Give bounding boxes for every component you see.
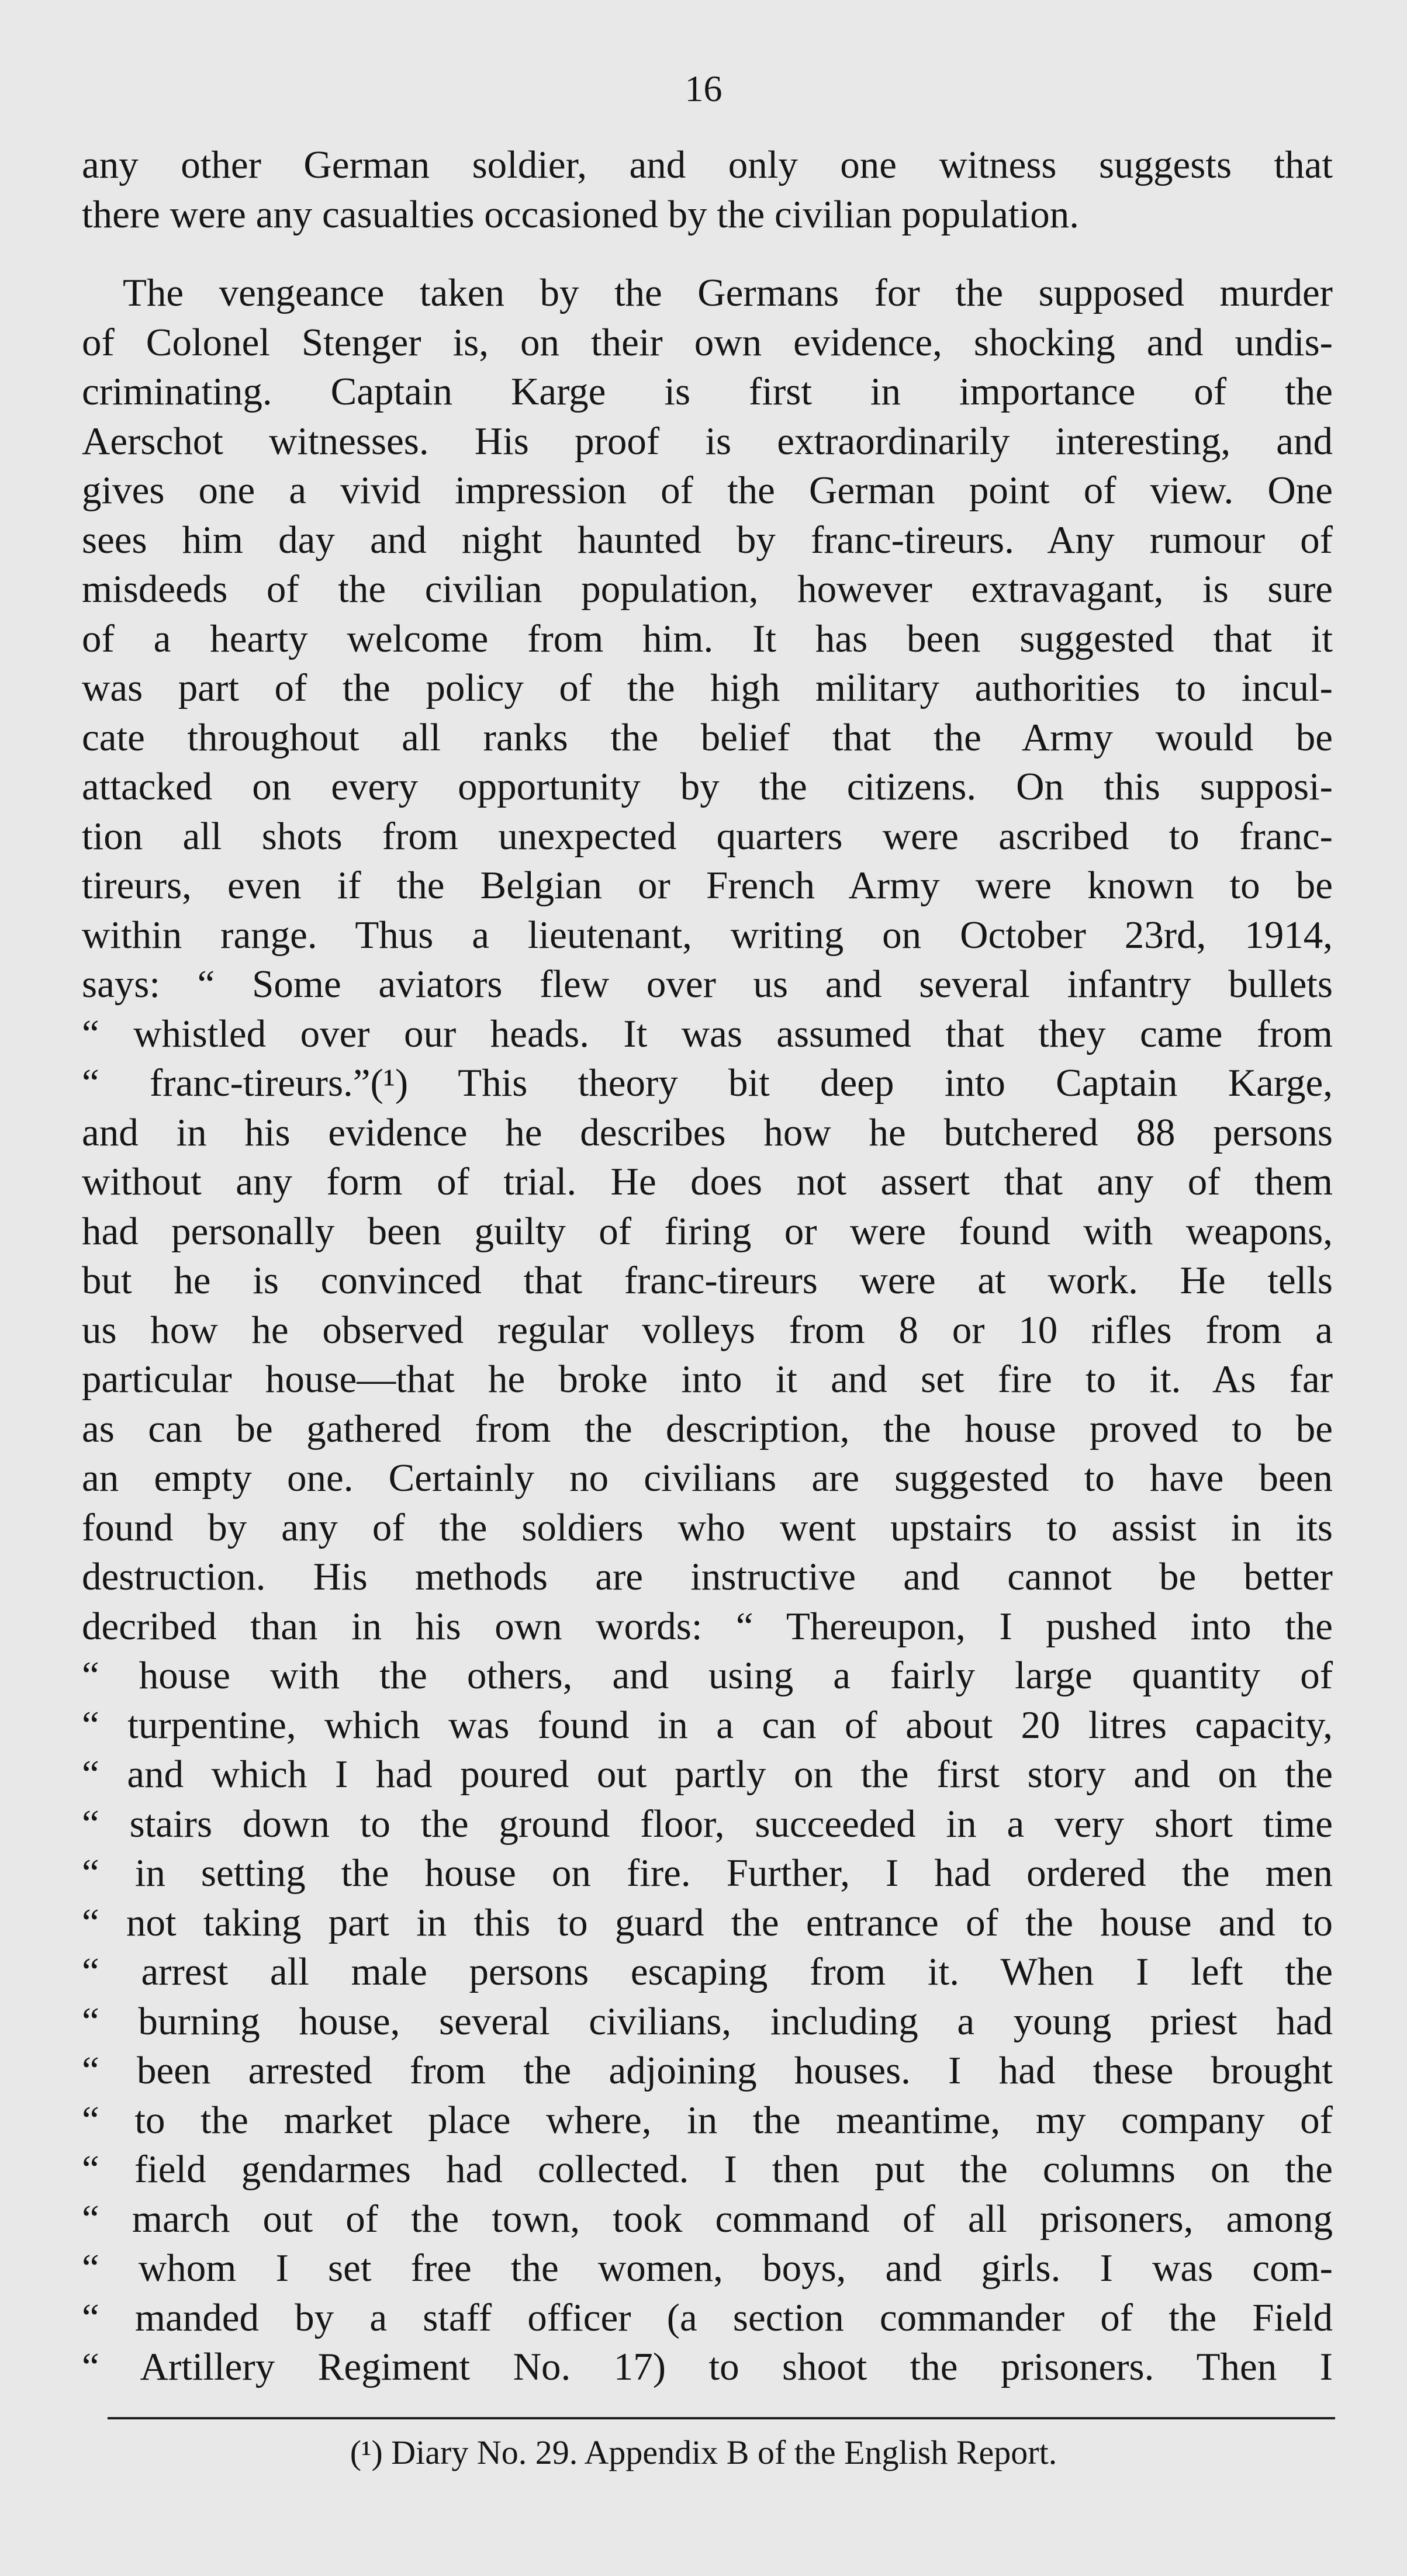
text-line: was part of the policy of the high military authorities to incul-: [82, 666, 1333, 709]
text-line: “ to the market place where, in the meantime, my company of: [82, 2098, 1333, 2142]
footnote: (¹) Diary No. 29. Appendix B of the English Report.: [350, 2433, 1057, 2471]
text-line: “ arrest all male persons escaping from it. When I left the: [82, 1950, 1333, 1993]
text-line: The vengeance taken by the Germans for the supposed murder: [123, 271, 1333, 314]
body-text: [82, 140, 1333, 2392]
text-line: decribed than in his own words: “ Thereupon, I pushed into the: [82, 1604, 1333, 1648]
paragraph-gap: [82, 239, 1333, 268]
text-line: “ and which I had poured out partly on the first story and on the: [82, 1753, 1333, 1796]
text-line: within range. Thus a lieutenant, writing on October 23rd, 1914,: [82, 913, 1333, 957]
text-line: us how he observed regular volleys from 8 or 10 rifles from a: [82, 1308, 1333, 1352]
text-line: “ burning house, several civilians, including a young priest had: [82, 1999, 1333, 2043]
text-line: “ stairs down to the ground floor, succeeded in a very short time: [82, 1802, 1333, 1846]
text-line: without any form of trial. He does not assert that any of them: [82, 1160, 1333, 1203]
text-line: particular house—that he broke into it and set fire to it. As far: [82, 1358, 1333, 1401]
text-line: cate throughout all ranks the belief that the Army would be: [82, 715, 1333, 759]
text-line: “ franc-tireurs.”(¹) This theory bit deep into Captain Karge,: [82, 1061, 1333, 1105]
text-line: “ been arrested from the adjoining houses. I had these brought: [82, 2049, 1333, 2092]
text-line: “ whom I set free the women, boys, and girls. I was com-: [82, 2246, 1333, 2290]
text-line: “ turpentine, which was found in a can of about 20 litres capacity,: [82, 1703, 1333, 1747]
text-line: there were any casualties occasioned by the civilian population.: [82, 192, 1080, 236]
text-line: “ field gendarmes had collected. I then put the columns on the: [82, 2148, 1333, 2191]
text-line: misdeeds of the civilian population, however extravagant, is sure: [82, 567, 1333, 611]
text-line: tion all shots from unexpected quarters were ascribed to franc-: [82, 814, 1333, 858]
text-line: says: “ Some aviators flew over us and several infantry bullets: [82, 962, 1333, 1006]
text-line: “ house with the others, and using a fairly large quantity of: [82, 1654, 1333, 1697]
text-line: attacked on every opportunity by the citizens. On this supposi-: [82, 765, 1333, 808]
text-line: “ manded by a staff officer (a section commander of the Field: [82, 2295, 1333, 2339]
text-line: destruction. His methods are instructive and cannot be better: [82, 1555, 1333, 1598]
text-line: “ march out of the town, took command of all prisoners, among: [82, 2197, 1333, 2241]
text-line: gives one a vivid impression of the German point of view. One: [82, 469, 1333, 512]
text-line: “ whistled over our heads. It was assumed that they came from: [82, 1012, 1333, 1055]
text-line: found by any of the soldiers who went upstairs to assist in its: [82, 1505, 1333, 1549]
text-line: but he is convinced that franc-tireurs were at work. He tells: [82, 1259, 1333, 1302]
page-number: 16: [685, 68, 722, 109]
text-line: an empty one. Certainly no civilians are suggested to have been: [82, 1456, 1333, 1500]
text-line: “ not taking part in this to guard the entrance of the house and to: [82, 1900, 1333, 1944]
text-line: sees him day and night haunted by franc-tireurs. Any rumour of: [82, 518, 1333, 562]
text-line: of a hearty welcome from him. It has been suggested that it: [82, 617, 1333, 660]
text-line: as can be gathered from the description, the house proved to be: [82, 1407, 1333, 1450]
text-line: “ Artillery Regiment No. 17) to shoot the prisoners. Then I: [82, 2345, 1333, 2388]
footnote-rule: [108, 2417, 1335, 2419]
text-line: Aerschot witnesses. His proof is extraordinarily interesting, and: [82, 419, 1333, 463]
text-line: tireurs, even if the Belgian or French Army were known to be: [82, 864, 1333, 907]
text-line: of Colonel Stenger is, on their own evidence, shocking and undis-: [82, 320, 1333, 364]
text-line: and in his evidence he describes how he butchered 88 persons: [82, 1110, 1333, 1154]
text-line: criminating. Captain Karge is first in importance of the: [82, 370, 1333, 413]
text-line: any other German soldier, and only one witness suggests that: [82, 143, 1333, 186]
text-line: had personally been guilty of firing or were found with weapons,: [82, 1209, 1333, 1253]
text-line: “ in setting the house on fire. Further, I had ordered the men: [82, 1851, 1333, 1895]
